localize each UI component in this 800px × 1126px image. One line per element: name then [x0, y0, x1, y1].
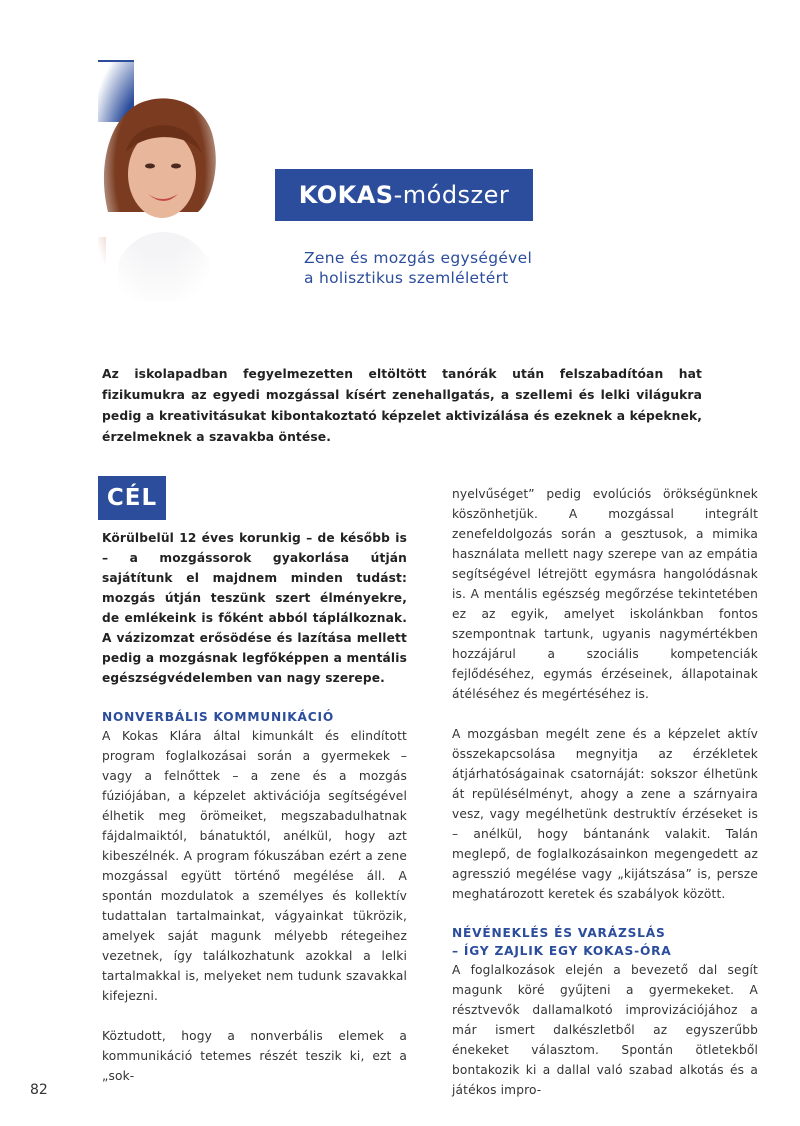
- page-number: 82: [30, 1082, 48, 1098]
- left-column: [102, 528, 407, 1086]
- right-paragraph-1: nyelvűséget” pedig evolúciós örökségünknek köszönhetjük. A mozgással integrált zenefeldolgozás során a gesztusok, a mimika használata mellett nagy szerepe van az empátia segítségével létrejött egymásra hangolódásnak is. A mentális egészség megőrzése tekintetében ez az egyik, amelyet iskolánkban fontos szempontnak tartunk, ugyanis nagymértékben hozzájárul a szociális kompetenciák fejlődéséhez, egymás érzéseinek, állapotainak átéléséhez és megértéséhez is.: [452, 487, 758, 701]
- cel-badge: CÉL: [98, 476, 166, 520]
- intro-paragraph: Az iskolapadban fegyelmezetten eltöltött tanórák után felszabadítóan hat fizikumukra az egyedi mozgással kísért zenehallgatás, a szellemi és lelki világukra pedig a kreativitásukat kibontakoztató képzelet aktivizálása és ezeknek a képeknek, érzelmeknek a szavakba öntése.: [102, 367, 702, 444]
- page-title: [275, 169, 533, 221]
- nonverbal-paragraph-2: Köztudott, hogy a nonverbális elemek a kommunikáció tetemes részét teszik ki, ezt a „sok-: [102, 1029, 407, 1083]
- subtitle-line-2: a holisztikus szemléletért: [304, 269, 509, 287]
- title-bold: KOKAS: [298, 181, 394, 209]
- subtitle: [304, 248, 604, 288]
- section-heading-neveneklés-line-1: NÉVÉNEKLÉS ÉS VARÁZSLÁS: [452, 926, 666, 940]
- right-paragraph-3: A foglalkozások elején a bevezető dal segít magunk köré gyűjteni a gyermekeket. A résztvevők dallamalkotó improvizációjához a már ismert dalkészletből az egyszerűbb énekeket választom. Spontán ötletekből bontakozik ki a dallal való szabad alkotás és a játékos impro-: [452, 963, 758, 1097]
- section-heading-nonverbal: NONVERBÁLIS KOMMUNIKÁCIÓ: [102, 710, 335, 724]
- title-rest: -módszer: [393, 181, 510, 209]
- right-paragraph-2: A mozgásban megélt zene és a képzelet aktív összekapcsolása megnyitja az érzékletek átjárhatóságainak csatornáját: sokszor élhetünk át repülésélményt, ahogy a zene a szárnyaira vesz, vagy megélhetünk destruktív érzéseket is – anélkül, hogy bántanánk valakit. Talán meglepő, de foglalkozásainkon megengedett az agresszió megélése vagy „kijátszása” is, persze meghatározott keretek és szabályok között.: [452, 727, 758, 901]
- author-portrait: [98, 62, 222, 302]
- nonverbal-paragraph-1: A Kokas Klára által kimunkált és elindított program foglalkozásai során a gyermekek – vagy a felnőttek – a zene és a mozgás fúziójában, a képzelet aktivációja segítségével élhetik meg örömeiket, megszabadulhatnak fájdalmaiktól, bánatuktól, anélkül, hogy azt kibeszélnék. A program fókuszában ezért a zene mozgással együtt történő megélése áll. A spontán mozdulatok a személyes és kollektív tudattalan tartalmainkat, vágyainkat tükrözik, amelyek saját magunk mélyebb rétegeihez vezetnek, így találkozhatunk azokkal a lelki tartalmakkal is, melyeket nem tudunk szavakkal kifejezni.: [102, 729, 407, 1003]
- cel-paragraph: Körülbelül 12 éves korunkig – de később is – a mozgássorok gyakorlása útján sajátítunk el majdnem minden tudást: mozgás útján teszünk szert élményekre, de emlékeink is főként abból táplálkoznak. A vázizomzat erősödése és lazítása mellett pedig a mozgásnak legfőképpen a mentális egészségvédelemben van nagy szerepe.: [102, 531, 407, 685]
- section-heading-neveneklés-line-2: – ÍGY ZAJLIK EGY KOKAS-ÓRA: [452, 944, 672, 958]
- subtitle-line-1: Zene és mozgás egységével: [304, 249, 533, 267]
- right-column: [452, 484, 758, 1100]
